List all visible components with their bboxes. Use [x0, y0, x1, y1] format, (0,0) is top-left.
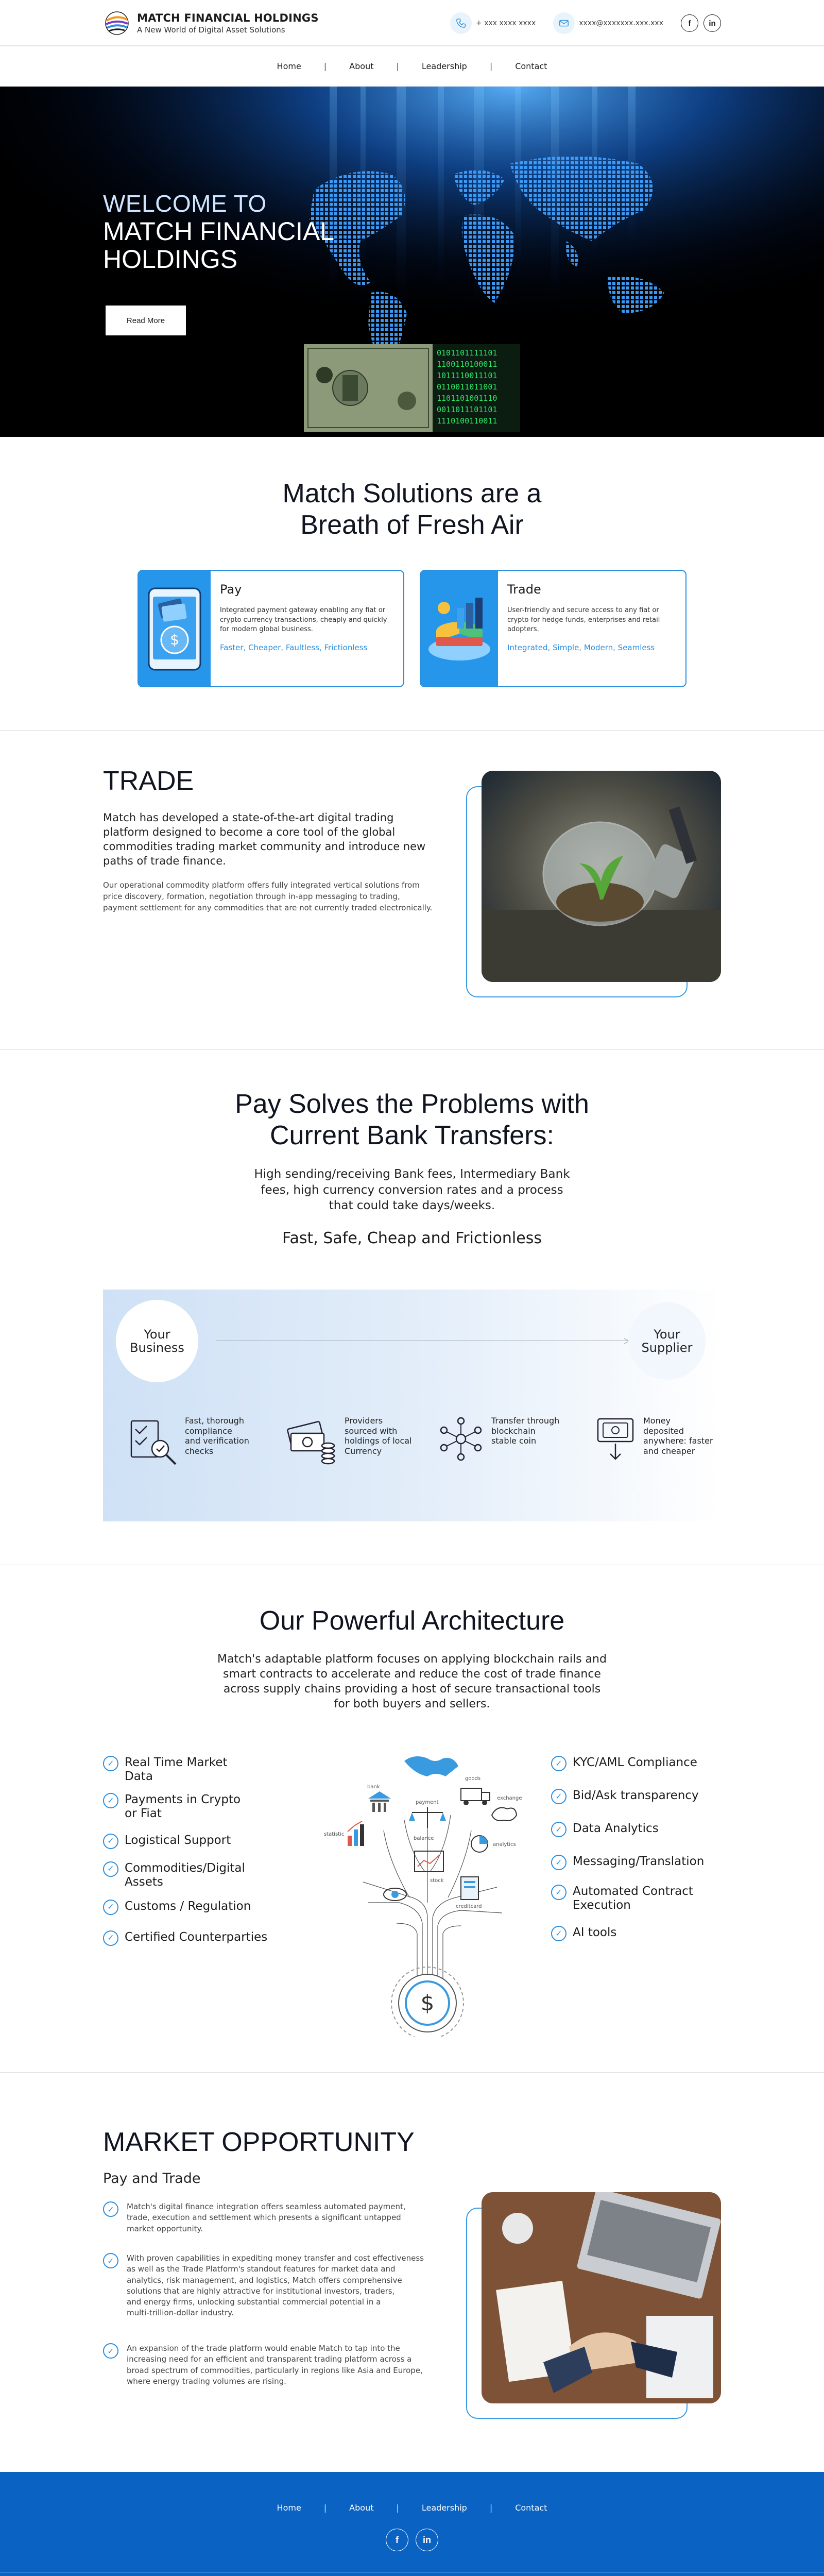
- market-item-text: An expansion of the trade platform would enable Match to tap into the: [127, 2344, 400, 2353]
- email-address: xxxx@xxxxxxx.xxx.xxx: [579, 19, 663, 27]
- check-circle-icon: ✓: [551, 1885, 566, 1900]
- feature-text: Execution: [573, 1899, 631, 1912]
- from-label-line2: Business: [130, 1341, 184, 1355]
- diagram-label-analytics: analytics: [493, 1842, 516, 1848]
- market-item-text: With proven capabilities in expediting money transfer and cost effectiveness: [127, 2253, 424, 2263]
- check-circle-icon: ✓: [551, 1855, 566, 1870]
- feature-item: [103, 1793, 267, 1821]
- feature-text: Assets: [125, 1875, 163, 1889]
- footer-facebook-icon[interactable]: f: [386, 2529, 408, 2551]
- feature-text: Logistical Support: [125, 1833, 231, 1847]
- svg-text:$: $: [420, 1990, 435, 2015]
- read-more-button[interactable]: Read More: [106, 306, 186, 335]
- handshake-laptop-image: [482, 2192, 721, 2403]
- nav-home[interactable]: Home: [277, 61, 301, 71]
- feature-item: [551, 1885, 704, 1912]
- trade-card-desc: User-friendly and secure access to any fiat or crypto for hedge funds, enterprises and retail adopters.: [507, 606, 660, 634]
- market-item: [103, 2253, 458, 2319]
- feature-item: [103, 1861, 267, 1889]
- svg-text:1101101001110: 1101101001110: [437, 394, 497, 403]
- diagram-label-payment: payment: [416, 1800, 439, 1805]
- market-title: MARKET OPPORTUNITY: [103, 2127, 415, 2157]
- nav-about[interactable]: About: [349, 61, 374, 71]
- market-item-text: broad spectrum of commodities, particularly in regions like Asia and Europe,: [127, 2365, 423, 2375]
- facebook-icon[interactable]: f: [681, 14, 698, 32]
- pay-sub-line3: that could take days/weeks.: [329, 1199, 495, 1213]
- market-item-text: and energy firms, unlocking substantial commercial potential in a: [127, 2297, 381, 2307]
- nav-separator: |: [396, 61, 399, 71]
- nav-separator: |: [489, 61, 493, 71]
- nav-leadership[interactable]: Leadership: [421, 61, 467, 71]
- step1-line4: checks: [185, 1446, 214, 1456]
- main-nav: [0, 46, 824, 87]
- architecture-subtitle: [196, 1652, 628, 1711]
- feature-text: KYC/AML Compliance: [573, 1756, 697, 1769]
- check-circle-icon: ✓: [103, 2343, 118, 2359]
- footer-nav-contact[interactable]: Contact: [515, 2503, 547, 2513]
- footer-nav-home[interactable]: Home: [277, 2503, 301, 2513]
- footer-divider: [0, 2572, 824, 2573]
- trade-card-title: Trade: [507, 582, 541, 597]
- check-circle-icon: ✓: [103, 1930, 118, 1946]
- trade-card-tags: Integrated, Simple, Modern, Seamless: [507, 643, 655, 653]
- step1-line2: compliance: [185, 1426, 232, 1436]
- pay-card-desc: Integrated payment gateway enabling any fiat or crypto currency transactions, cheaply and quickly for modern global business.: [220, 606, 387, 634]
- pay-title-line2: Current Bank Transfers:: [270, 1121, 554, 1151]
- money-deposit-icon: [595, 1416, 636, 1462]
- market-item-text: trade, execution and settlement which presents a significant untapped: [127, 2213, 401, 2223]
- blockchain-network-icon: [438, 1416, 484, 1462]
- trade-title: TRADE: [103, 766, 194, 796]
- pay-section: [0, 1050, 824, 1565]
- market-item-text: solutions that are highly attractive for institutional investors, traders,: [127, 2286, 395, 2296]
- flow-step-deposit: [595, 1416, 713, 1462]
- top-bar: [0, 0, 824, 46]
- trade-card-image: [421, 571, 498, 686]
- step4-line2: deposited: [643, 1426, 684, 1436]
- feature-item: [551, 1822, 704, 1837]
- to-label-line1: Your: [654, 1327, 680, 1342]
- svg-text:0011011101101: 0011011101101: [437, 405, 497, 414]
- feature-text: Commodities/Digital: [125, 1861, 245, 1875]
- trade-body: Our operational commodity platform offers fully integrated vertical solutions from price discovery, formation, negotiation through in-app messaging to trading, payment settlement for any commodities that are not currently traded electronically.: [103, 880, 433, 912]
- feature-text: or Fiat: [125, 1807, 162, 1821]
- step1-line1: Fast, thorough: [185, 1416, 244, 1426]
- linkedin-icon[interactable]: in: [703, 14, 721, 32]
- market-item-text: multi-trillion-dollar industry.: [127, 2308, 234, 2318]
- hero-welcome: WELCOME TO: [103, 190, 267, 217]
- diagram-label-stock: stock: [430, 1878, 444, 1884]
- footer-nav-separator: |: [489, 2503, 493, 2513]
- lightbulb-plant-image: [482, 771, 721, 982]
- mobile-payment-icon: [139, 582, 211, 675]
- feature-text: Real Time Market: [125, 1756, 228, 1769]
- step4-line3: anywhere: faster: [643, 1436, 713, 1446]
- pay-sub-line2: fees, high currency conversion rates and a process: [261, 1183, 563, 1197]
- arch-sub-line1: Match's adaptable platform focuses on applying blockchain rails and: [217, 1653, 607, 1666]
- pay-problems-text: [0, 1166, 824, 1214]
- market-item-text: analytics, risk management, and logistics, Match offers comprehensive: [127, 2275, 402, 2285]
- arch-sub-line3: across supply chains providing a host of secure transactional tools: [223, 1683, 601, 1696]
- to-label-line2: Supplier: [641, 1341, 693, 1355]
- diagram-label-creditcard: creditcard: [456, 1904, 482, 1909]
- diagram-label-bank: bank: [367, 1784, 380, 1790]
- pay-title-line1: Pay Solves the Problems with: [235, 1089, 589, 1119]
- flow-step-providers: [286, 1416, 411, 1467]
- market-subtitle: Pay and Trade: [103, 2171, 201, 2187]
- footer-nav: [0, 2503, 824, 2513]
- compliance-check-icon: [126, 1416, 178, 1467]
- hero-banner: [0, 87, 824, 437]
- arch-sub-line4: for both buyers and sellers.: [334, 1698, 490, 1711]
- market-item-text: market opportunity.: [127, 2224, 203, 2233]
- solutions-title-line1: Match Solutions are a: [282, 479, 542, 509]
- feature-item: [103, 1930, 267, 1946]
- step3-line2: blockchain: [491, 1426, 536, 1436]
- feature-item: [551, 1926, 704, 1941]
- hero-title-line1: MATCH FINANCIAL: [103, 217, 335, 246]
- check-circle-icon: ✓: [551, 1789, 566, 1804]
- brand-title: MATCH FINANCIAL HOLDINGS: [137, 12, 319, 24]
- email-contact[interactable]: [553, 12, 663, 34]
- solutions-title: [0, 478, 824, 541]
- architecture-diagram: [306, 1748, 548, 2037]
- feature-text: Certified Counterparties: [125, 1930, 268, 1944]
- diagram-label-goods: goods: [465, 1776, 481, 1782]
- market-item-text: Match's digital finance integration offers seamless automated payment,: [127, 2202, 406, 2211]
- step2-line4: Currency: [345, 1446, 382, 1456]
- feature-item: [551, 1756, 704, 1771]
- diagram-label-exchange: exchange: [497, 1795, 522, 1801]
- check-circle-icon: ✓: [103, 1834, 118, 1849]
- footer-nav-leadership[interactable]: Leadership: [421, 2503, 467, 2513]
- payment-flow-diagram: [103, 1290, 721, 1521]
- brand-subtitle: A New World of Digital Asset Solutions: [137, 25, 285, 35]
- mail-icon: [553, 12, 575, 34]
- solutions-title-line2: Breath of Fresh Air: [300, 510, 524, 540]
- step2-line1: Providers: [345, 1416, 383, 1426]
- diagram-label-balance: balance: [414, 1836, 434, 1841]
- svg-text:1011110011101: 1011110011101: [437, 371, 497, 380]
- globe-logo-icon: [103, 9, 131, 37]
- feature-text: Payments in Crypto: [125, 1793, 241, 1807]
- trade-section: [0, 731, 824, 1050]
- market-item: [103, 2343, 458, 2387]
- trade-card[interactable]: [420, 570, 686, 687]
- svg-text:1110100110011: 1110100110011: [437, 416, 497, 426]
- check-circle-icon: ✓: [103, 1756, 118, 1771]
- market-item: [103, 2201, 458, 2234]
- phone-number: + xxx xxxx xxxx: [476, 19, 536, 27]
- check-circle-icon: ✓: [551, 1756, 566, 1771]
- trade-chart-icon: [421, 587, 498, 670]
- market-item-text: where energy trading volumes are rising.: [127, 2376, 286, 2386]
- cash-coins-icon: [286, 1416, 337, 1467]
- check-circle-icon: ✓: [551, 1926, 566, 1941]
- right-feature-list: [551, 1756, 704, 1941]
- from-label-line1: Your: [144, 1327, 170, 1342]
- svg-text:1100110100011: 1100110100011: [437, 360, 497, 369]
- check-circle-icon: ✓: [103, 2201, 118, 2217]
- your-business-node: [116, 1300, 198, 1382]
- check-circle-icon: ✓: [103, 1900, 118, 1915]
- feature-text: Customs / Regulation: [125, 1899, 251, 1913]
- left-feature-list: [103, 1756, 267, 1946]
- step3-line3: stable coin: [491, 1436, 537, 1446]
- feature-text: Data Analytics: [573, 1822, 659, 1835]
- nav-separator: |: [323, 61, 327, 71]
- solutions-section: [0, 437, 824, 731]
- footer-linkedin-icon[interactable]: in: [416, 2529, 438, 2551]
- nav-contact[interactable]: Contact: [515, 61, 547, 71]
- svg-text:$: $: [170, 631, 179, 648]
- step4-line1: Money: [643, 1416, 671, 1426]
- pay-card-title: Pay: [220, 582, 242, 597]
- pay-title: [0, 1050, 824, 1152]
- svg-text:0101101111101: 0101101111101: [437, 348, 497, 358]
- check-circle-icon: ✓: [103, 1861, 118, 1877]
- architecture-title: Our Powerful Architecture: [259, 1606, 565, 1636]
- step1-line3: and verification: [185, 1436, 249, 1446]
- svg-text:0110011011001: 0110011011001: [437, 382, 497, 392]
- footer: [0, 2472, 824, 2576]
- pay-sub-line1: High sending/receiving Bank fees, Intermediary Bank: [254, 1167, 570, 1181]
- feature-item: [103, 1834, 267, 1849]
- pay-card-image: [139, 571, 211, 686]
- check-circle-icon: ✓: [551, 1822, 566, 1837]
- footer-nav-separator: |: [396, 2503, 399, 2513]
- architecture-section: [0, 1565, 824, 2073]
- footer-nav-about[interactable]: About: [349, 2503, 374, 2513]
- your-supplier-node: [628, 1302, 706, 1380]
- pay-tagline: Fast, Safe, Cheap and Frictionless: [282, 1229, 542, 1248]
- step4-line4: and cheaper: [643, 1446, 695, 1456]
- pay-card-tags: Faster, Cheaper, Faultless, Frictionless: [220, 643, 368, 653]
- diagram-label-statistic: statistic: [324, 1832, 345, 1837]
- feature-item: [103, 1756, 267, 1784]
- check-circle-icon: ✓: [103, 1793, 118, 1808]
- brand[interactable]: [103, 9, 319, 37]
- banknote-image: [304, 344, 520, 432]
- market-item-text: increasing need for an efficient and transparent trading platform across a: [127, 2354, 412, 2364]
- phone-icon: [450, 12, 472, 34]
- step2-line2: sourced with: [345, 1426, 398, 1436]
- pay-card[interactable]: [138, 570, 404, 687]
- feature-text: Automated Contract: [573, 1885, 693, 1898]
- market-item-text: as well as the Trade Platform's standout features for market data and: [127, 2264, 396, 2274]
- flow-step-blockchain: [438, 1416, 559, 1462]
- check-circle-icon: ✓: [103, 2253, 118, 2268]
- arch-sub-line2: smart contracts to accelerate and reduce the cost of trade finance: [223, 1668, 601, 1681]
- market-opportunity-section: [0, 2073, 824, 2472]
- step2-line3: holdings of local: [345, 1436, 412, 1446]
- hero-title-line2: HOLDINGS: [103, 245, 238, 274]
- flow-step-compliance: [126, 1416, 249, 1467]
- trade-lead: Match has developed a state-of-the-art digital trading platform designed to become a core tool of the global commodities trading market community and introduce new paths of trade finance.: [103, 811, 426, 868]
- feature-text: Data: [125, 1770, 153, 1784]
- phone-contact[interactable]: [450, 12, 536, 34]
- feature-item: [551, 1855, 704, 1870]
- feature-text: AI tools: [573, 1926, 617, 1940]
- feature-item: [551, 1789, 704, 1804]
- step3-line1: Transfer through: [491, 1416, 560, 1426]
- feature-item: [103, 1900, 267, 1915]
- feature-text: Bid/Ask transparency: [573, 1789, 699, 1802]
- feature-text: Messaging/Translation: [573, 1855, 705, 1868]
- footer-nav-separator: |: [323, 2503, 327, 2513]
